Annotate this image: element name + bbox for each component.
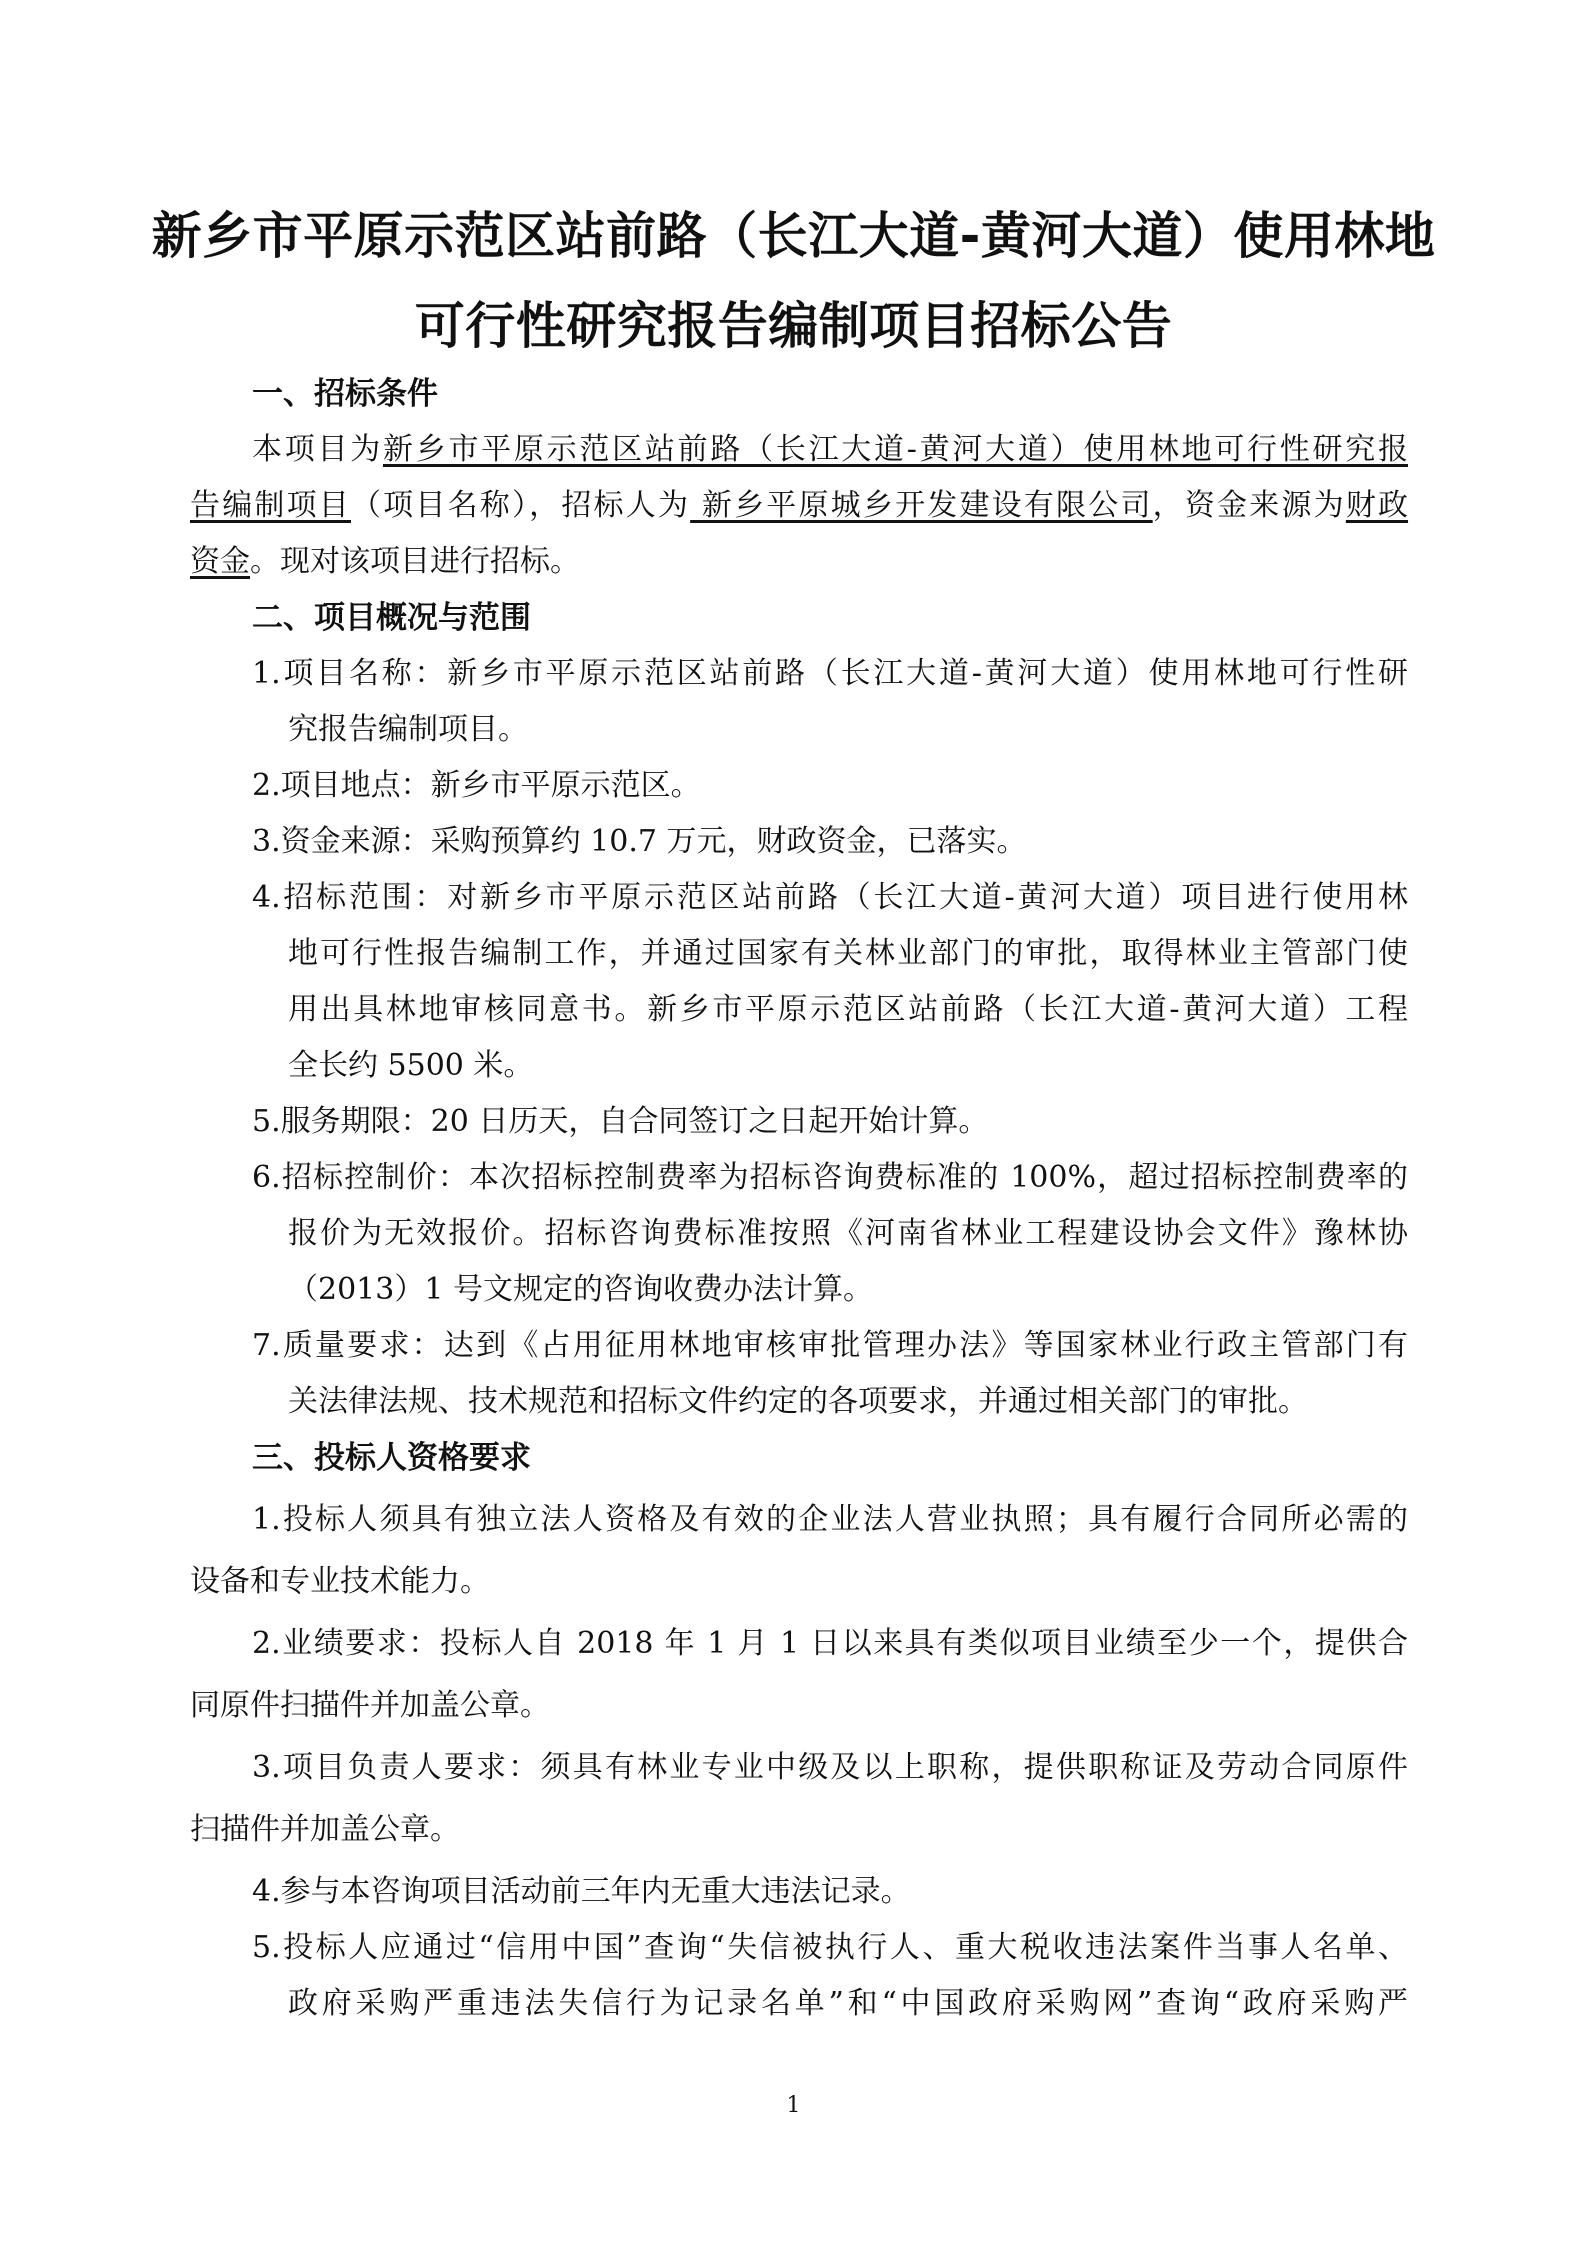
paragraph-line: 本项目为新乡市平原示范区站前路（长江大道-黄河大道）使用林地可行性研究报 (252, 432, 1409, 467)
list-item-continuation: 报价为无效报价。招标咨询费标准按照《河南省林业工程建设协会文件》豫林协 (288, 1216, 1408, 1251)
list-item: 4.参与本咨询项目活动前三年内无重大违法记录。 (252, 1874, 911, 1909)
list-item-continuation: 用出具林地审核同意书。新乡市平原示范区站前路（长江大道-黄河大道）工程 (288, 992, 1408, 1027)
paragraph-line: 告编制项目（项目名称），招标人为 新乡平原城乡开发建设有限公司，资金来源为财政 (190, 488, 1409, 523)
section-heading-bidder-qualifications: 三、投标人资格要求 (252, 1440, 531, 1476)
list-item: 2.业绩要求：投标人自 2018 年 1 月 1 日以来具有类似项目业绩至少一个，提供合 (252, 1626, 1408, 1661)
list-item-continuation: 同原件扫描件并加盖公章。 (190, 1688, 550, 1723)
list-item: 1.项目名称：新乡市平原示范区站前路（长江大道-黄河大道）使用林地可行性研 (252, 656, 1408, 691)
page-number: 1 (786, 2093, 801, 2118)
list-item: 4.招标范围：对新乡市平原示范区站前路（长江大道-黄河大道）项目进行使用林 (252, 880, 1408, 915)
list-item-continuation: 政府采购严重违法失信行为记录名单”和“中国政府采购网”查询“政府采购严 (288, 1986, 1408, 2021)
document-title-line-2: 可行性研究报告编制项目招标公告 (414, 297, 1173, 355)
list-item: 7.质量要求：达到《占用征用林地审核审批管理办法》等国家林业行政主管部门有 (252, 1328, 1408, 1363)
list-item-continuation: 扫描件并加盖公章。 (190, 1812, 460, 1847)
list-item-continuation: （2013）1 号文规定的咨询收费办法计算。 (288, 1272, 873, 1307)
list-item: 5.服务期限：20 日历天，自合同签订之日起开始计算。 (252, 1104, 989, 1139)
document-title-line-1: 新乡市平原示范区站前路（长江大道-黄河大道）使用林地 (151, 207, 1436, 265)
section-heading-project-overview: 二、项目概况与范围 (252, 600, 531, 636)
list-item-continuation: 全长约 5500 米。 (288, 1048, 534, 1083)
list-item: 2.项目地点：新乡市平原示范区。 (252, 768, 701, 803)
list-item: 3.资金来源：采购预算约 10.7 万元，财政资金，已落实。 (252, 824, 1027, 859)
list-item-continuation: 究报告编制项目。 (288, 712, 528, 747)
list-item: 6.招标控制价：本次招标控制费率为招标咨询费标准的 100%，超过招标控制费率的 (252, 1160, 1408, 1195)
list-item: 1.投标人须具有独立法人资格及有效的企业法人营业执照；具有履行合同所必需的 (252, 1502, 1408, 1537)
list-item-continuation: 地可行性报告编制工作，并通过国家有关林业部门的审批，取得林业主管部门使 (288, 936, 1408, 971)
list-item-continuation: 设备和专业技术能力。 (190, 1564, 490, 1599)
section-heading-bidding-conditions: 一、招标条件 (252, 376, 438, 412)
list-item: 3.项目负责人要求：须具有林业专业中级及以上职称，提供职称证及劳动合同原件 (252, 1750, 1408, 1785)
list-item-continuation: 关法律法规、技术规范和招标文件约定的各项要求，并通过相关部门的审批。 (288, 1384, 1308, 1419)
list-item: 5.投标人应通过“信用中国”查询“失信被执行人、重大税收违法案件当事人名单、 (252, 1930, 1408, 1965)
paragraph-line: 资金。现对该项目进行招标。 (190, 544, 580, 579)
